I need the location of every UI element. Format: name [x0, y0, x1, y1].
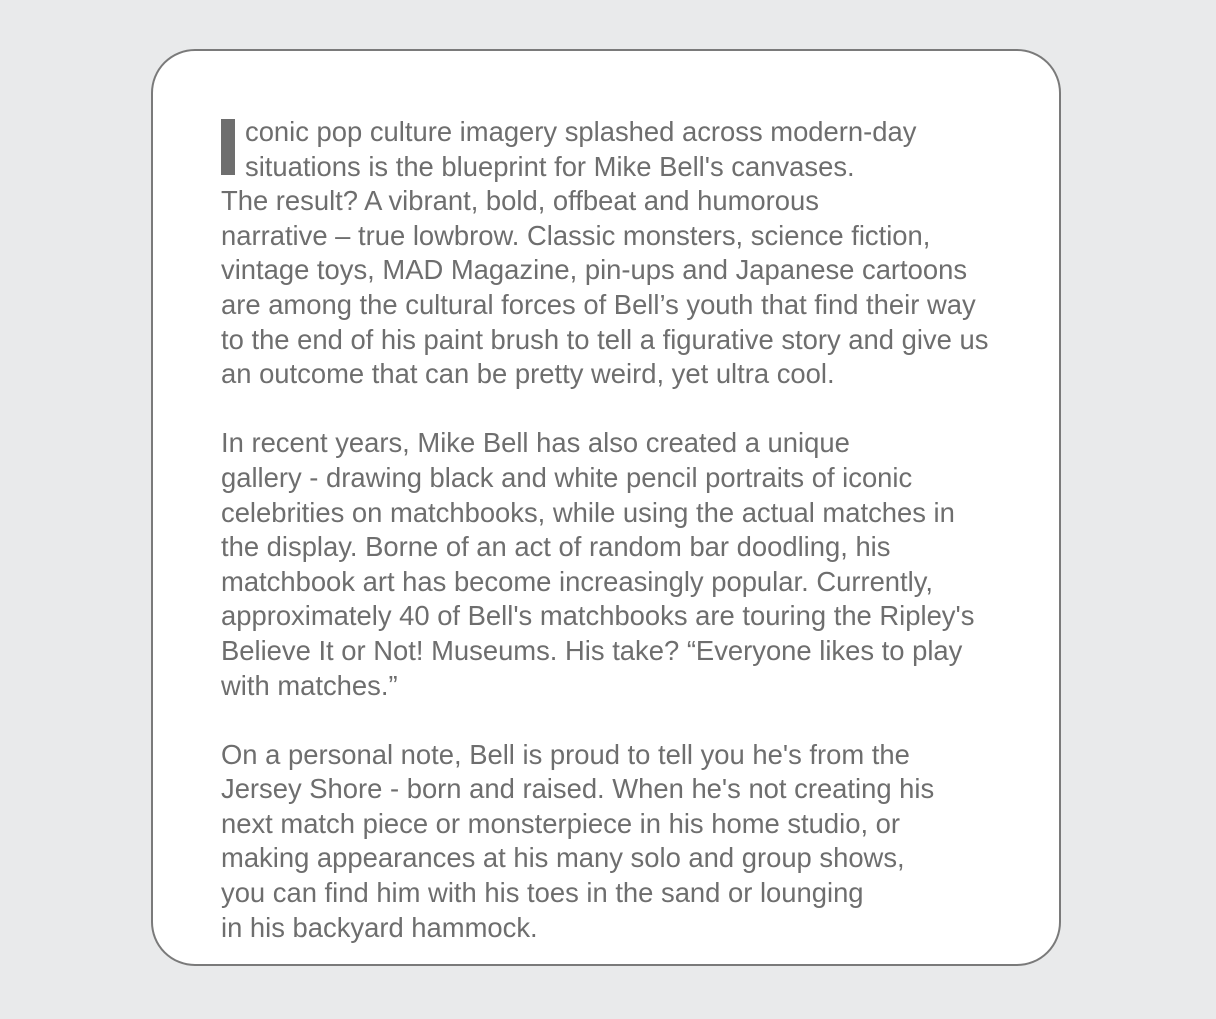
- text-line: the display. Borne of an act of random bar doodling, his: [221, 531, 891, 563]
- text-line: Believe It or Not! Museums. His take? “Everyone likes to play: [221, 634, 963, 666]
- text-line: with matches.”: [221, 669, 398, 701]
- paragraph-1: [221, 115, 1041, 392]
- paragraph-2: [221, 426, 1041, 703]
- bio-text: [221, 115, 1041, 945]
- text-line: an outcome that can be pretty weird, yet ultra cool.: [221, 358, 835, 390]
- text-line: On a personal note, Bell is proud to tell you he's from the: [221, 738, 910, 770]
- text-line: are among the cultural forces of Bell’s youth that find their way: [221, 288, 976, 320]
- text-line: next match piece or monsterpiece in his home studio, or: [221, 807, 901, 839]
- dropcap-block: [221, 115, 1041, 184]
- text-line: approximately 40 of Bell's matchbooks are touring the Ripley's: [221, 600, 975, 632]
- text-line: gallery - drawing black and white pencil portraits of iconic: [221, 461, 913, 493]
- text-line: you can find him with his toes in the sand or lounging: [221, 877, 864, 909]
- text-line: vintage toys, MAD Magazine, pin-ups and Japanese cartoons: [221, 254, 968, 286]
- text-line: in his backyard hammock.: [221, 911, 538, 943]
- text-line: matchbook art has become increasingly popular. Currently,: [221, 565, 934, 597]
- text-line: narrative – true lowbrow. Classic monsters, science fiction,: [221, 219, 931, 251]
- text-line: In recent years, Mike Bell has also created a unique: [221, 427, 850, 459]
- bio-card: [151, 49, 1061, 966]
- text-line: conic pop culture imagery splashed across modern-day: [245, 116, 917, 147]
- text-line: making appearances at his many solo and group shows,: [221, 842, 905, 874]
- text-line: Jersey Shore - born and raised. When he's not creating his: [221, 773, 935, 805]
- text-line: situations is the blueprint for Mike Bell's canvases.: [245, 150, 855, 182]
- text-line: celebrities on matchbooks, while using the actual matches in: [221, 496, 955, 528]
- dropcap-i: [221, 119, 235, 175]
- text-line: The result? A vibrant, bold, offbeat and humorous: [221, 185, 819, 217]
- paragraph-3: [221, 738, 1041, 946]
- text-line: to the end of his paint brush to tell a figurative story and give us: [221, 323, 989, 355]
